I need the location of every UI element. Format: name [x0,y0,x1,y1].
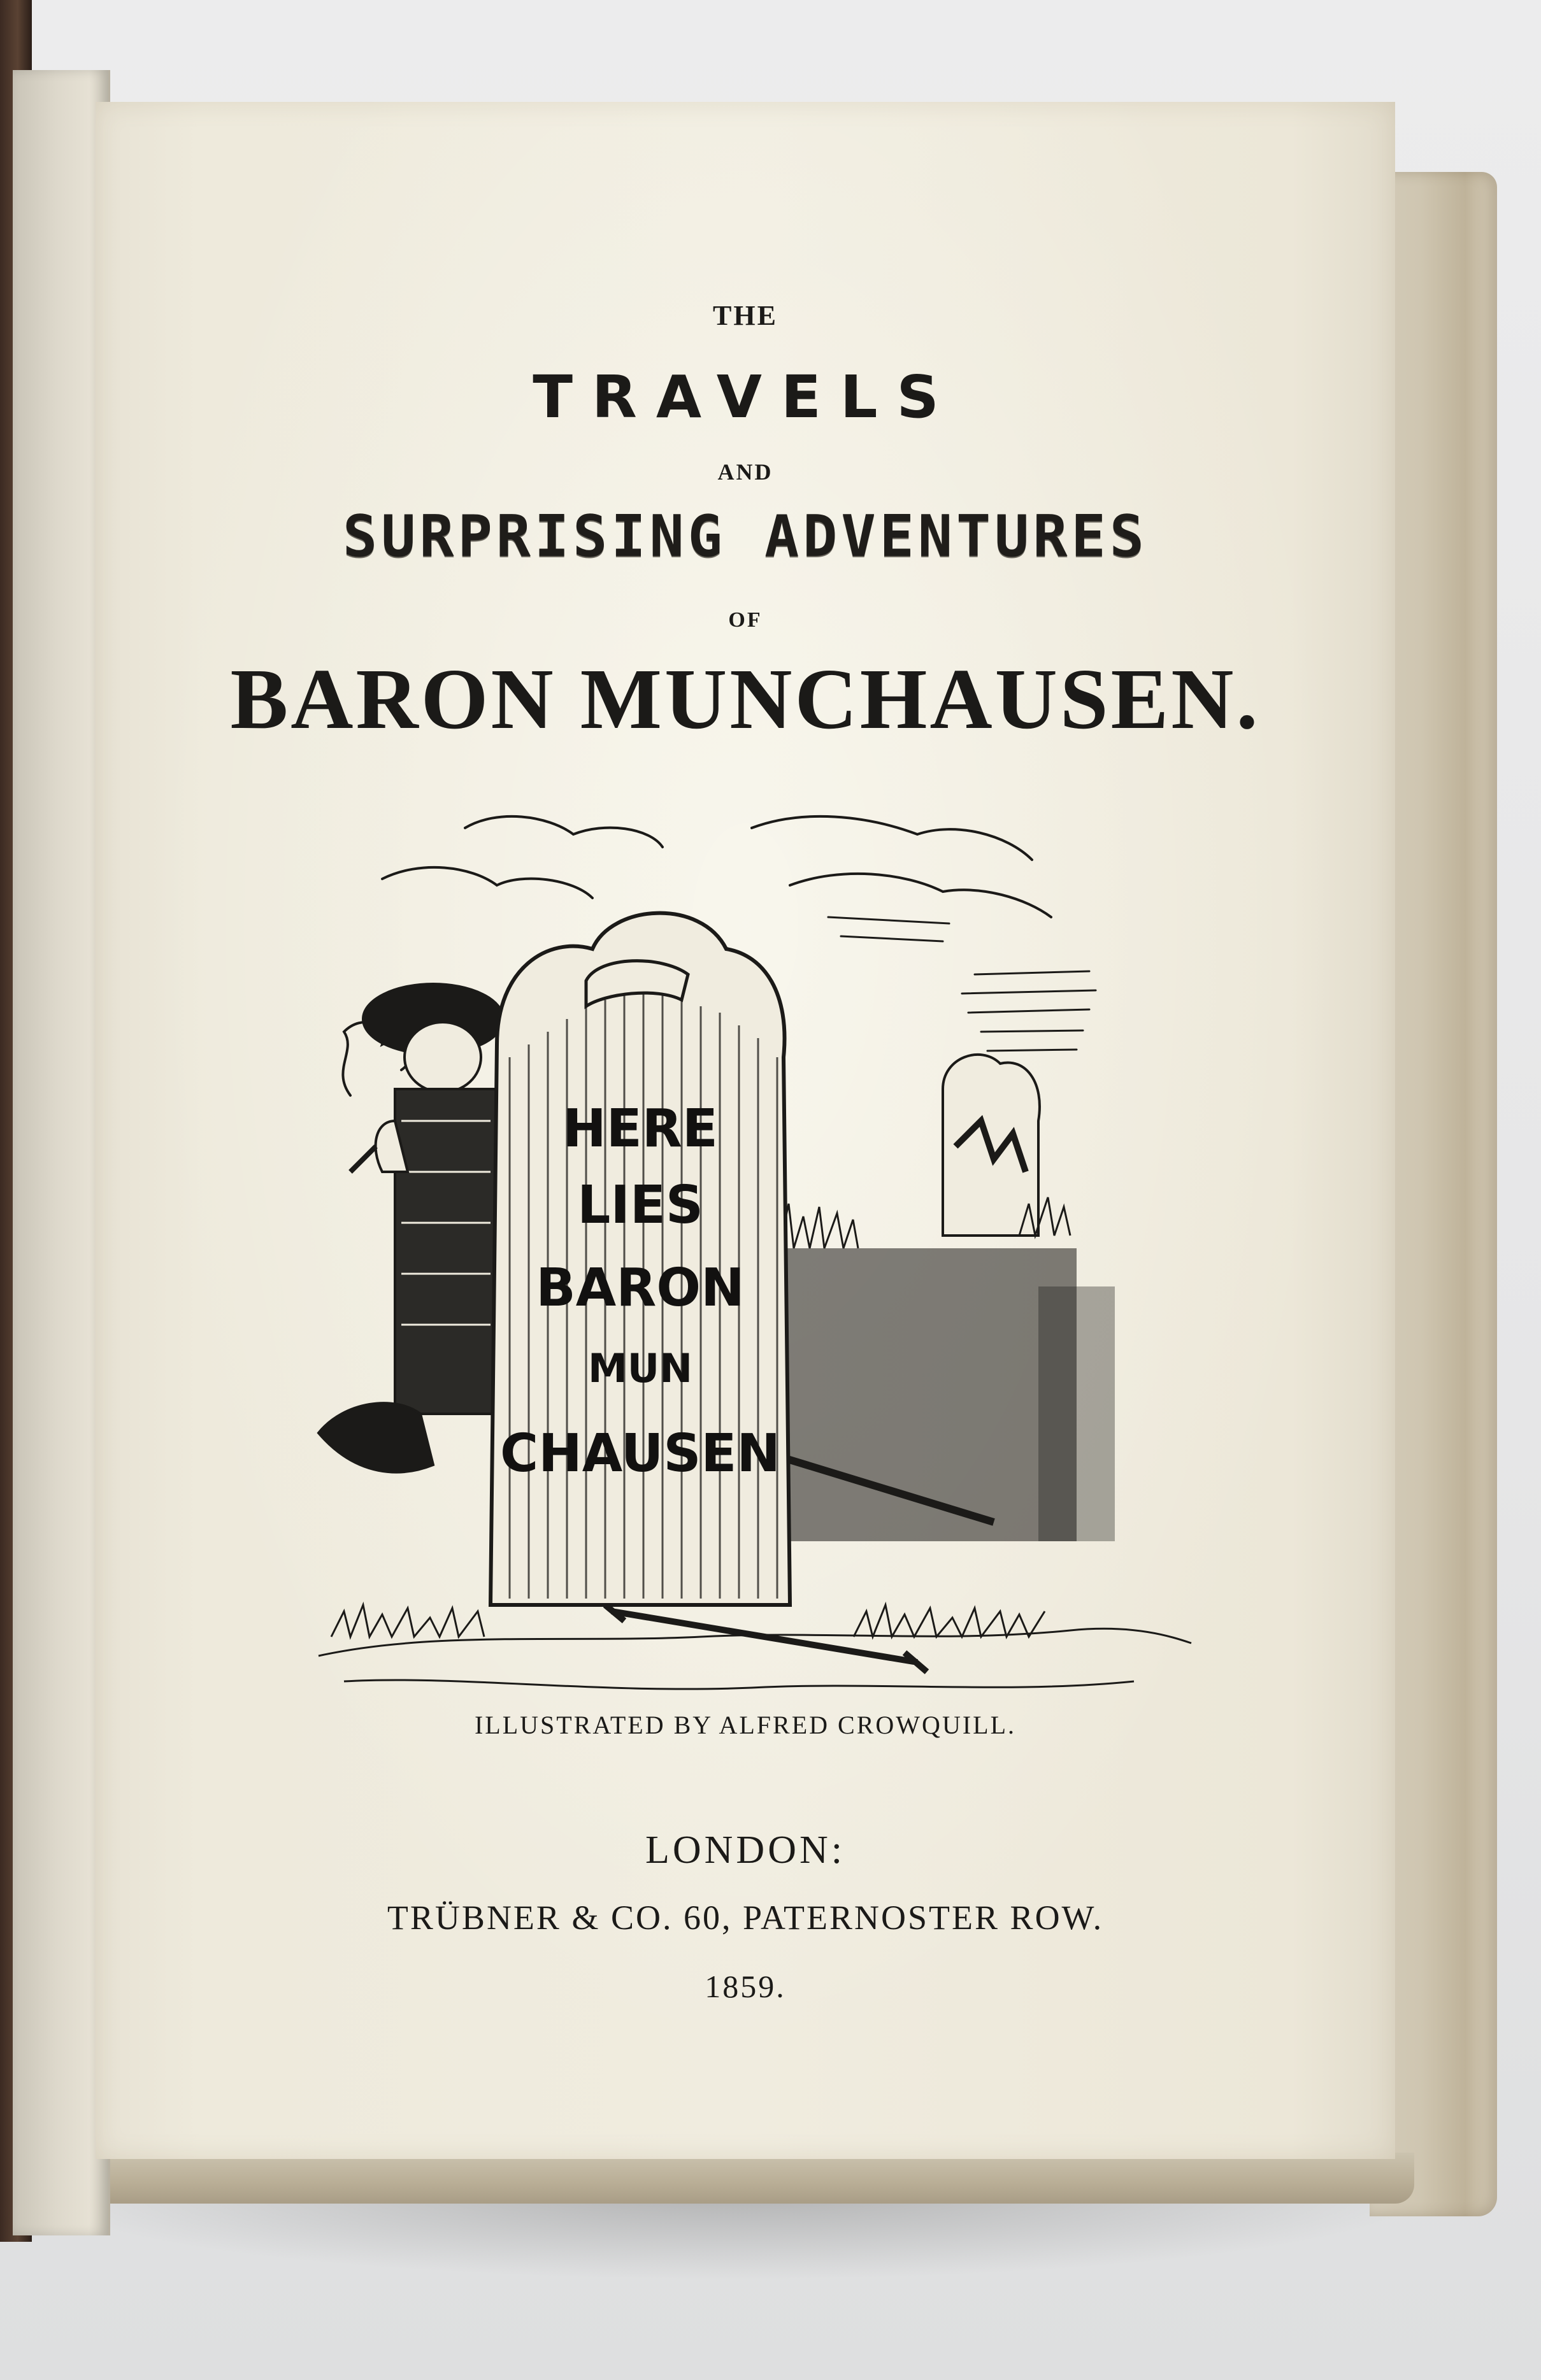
imprint-city: LONDON: [645,1828,845,1872]
tomb-line-5: CHAUSEN [499,1423,781,1484]
page-block-bottom [89,2153,1414,2204]
tomb-line-3: BARON [536,1258,745,1318]
title-travels: TRAVELS [533,363,958,431]
cloud-sketch [382,867,592,898]
title-surprising-adventures: SURPRISING ADVENTURES [343,503,1148,570]
title-page [96,102,1395,2159]
main-tombstone [491,913,790,1605]
imprint-publisher: TRÜBNER & CO. 60, PATERNOSTER ROW. [387,1899,1104,1937]
small-tombstone [943,1055,1040,1236]
title-baron-munchausen: BARON MUNCHAUSEN. [230,652,1261,747]
cloud-sketch [752,816,1032,860]
title-and: AND [717,459,773,485]
title-of: OF [728,608,763,632]
title-the: THE [713,300,778,331]
tomb-line-2: LIES [577,1175,703,1236]
imprint-year: 1859. [705,1969,786,2004]
cloud-sketch [790,874,1051,917]
shaded-grass [1038,1286,1115,1541]
tombstone-engraving-icon [306,790,1198,1771]
cloud-sketch [465,816,663,847]
illustrator-credit: ILLUSTRATED BY ALFRED CROWQUILL. [474,1711,1017,1739]
tomb-line-1: HERE [563,1099,718,1159]
tomb-line-4: MUN [588,1345,692,1392]
